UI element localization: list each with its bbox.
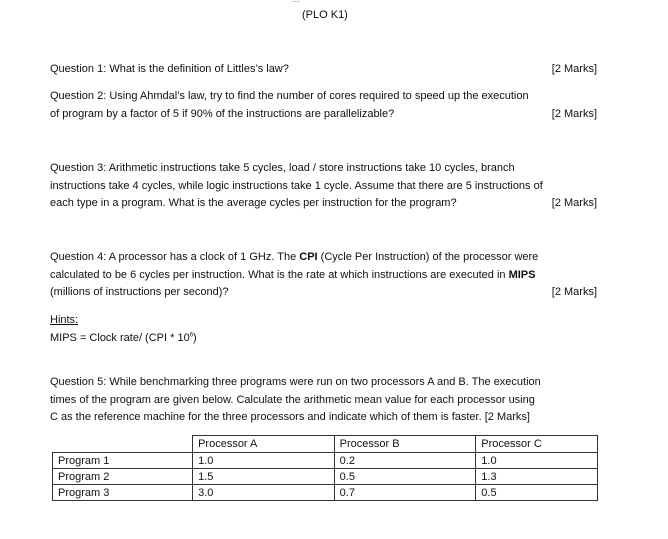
question-3-line-1: Question 3: Arithmetic instructions take 5 cycles, load / store instructions take 10 cycles, branch — [50, 162, 515, 174]
question-4-line-1: Question 4: A processor has a clock of 1 GHz. The CPI (Cycle Per Instruction) of the processor were — [50, 251, 539, 263]
processor-a-value: 3.0 — [193, 485, 335, 501]
execution-times-table — [52, 435, 598, 501]
processor-a-value: 1.5 — [193, 469, 335, 485]
table-row — [53, 469, 598, 485]
processor-c-value: 0.5 — [476, 485, 598, 501]
question-5-line-1: Question 5: While benchmarking three programs were run on two processors A and B. The execution — [50, 376, 541, 388]
header-processor-b: Processor B — [334, 436, 476, 453]
hints — [50, 312, 597, 347]
question-4 — [50, 249, 597, 302]
question-3-marks: [2 Marks] — [551, 197, 597, 209]
question-1 — [50, 61, 597, 79]
mips-term: MIPS — [508, 268, 536, 281]
header-processor-a: Processor A — [193, 436, 335, 453]
question-4-marks: [2 Marks] — [551, 286, 597, 298]
question-4-line-2: calculated to be 6 cycles per instruction. What is the rate at which instructions are executed in MIPS — [50, 268, 536, 281]
program-name: Program 2 — [53, 469, 193, 485]
question-2-marks: [2 Marks] — [551, 107, 597, 120]
processor-b-value: 0.7 — [334, 485, 476, 501]
question-5-line-3: C as the reference machine for the three processors and indicate which of them is faster. [2 Marks] — [50, 411, 530, 423]
header-processor-c: Processor C — [476, 436, 598, 453]
processor-b-value: 0.5 — [334, 469, 476, 485]
question-1-text: Question 1: What is the definition of Littles’s law? — [50, 63, 289, 75]
processor-a-value: 1.0 — [193, 453, 335, 469]
table-header-row — [53, 436, 598, 453]
question-3 — [50, 160, 597, 213]
program-name: Program 3 — [53, 485, 193, 501]
formula-exponent: 6 — [189, 331, 194, 338]
table-row — [53, 485, 598, 501]
question-2 — [50, 88, 597, 123]
question-4-line-3: (millions of instructions per second)? — [50, 286, 229, 298]
plo-label: (PLO K1) — [302, 9, 348, 21]
processor-c-value: 1.3 — [476, 469, 598, 485]
question-3-line-3: each type in a program. What is the average cycles per instruction for the program? — [50, 197, 457, 209]
program-name: Program 1 — [53, 453, 193, 469]
cpi-term: CPI — [299, 251, 318, 263]
question-3-line-2: instructions take 4 cycles, while logic instructions take 1 cycle. Assume that there are 5 instructions of — [50, 179, 543, 192]
processor-c-value: 1.0 — [476, 453, 598, 469]
question-5 — [50, 374, 597, 427]
question-2-line-2: of program by a factor of 5 if 90% of the instructions are parallelizable? — [50, 107, 395, 120]
processor-b-value: 0.2 — [334, 453, 476, 469]
table-header-blank — [53, 436, 193, 453]
question-5-line-2: times of the program are given below. Calculate the arithmetic mean value for each processor using — [50, 393, 535, 406]
cut-off-heading — [292, 0, 382, 4]
question-1-marks: [2 Marks] — [551, 63, 597, 75]
table-row — [53, 453, 598, 469]
hints-formula: MIPS = Clock rate/ $(CPI * 10^6)$ — [50, 331, 197, 344]
question-2-line-1: Question 2: Using Ahmdal’s law, try to find the number of cores required to speed up the execution — [50, 90, 529, 102]
hints-title: Hints: — [50, 314, 79, 326]
